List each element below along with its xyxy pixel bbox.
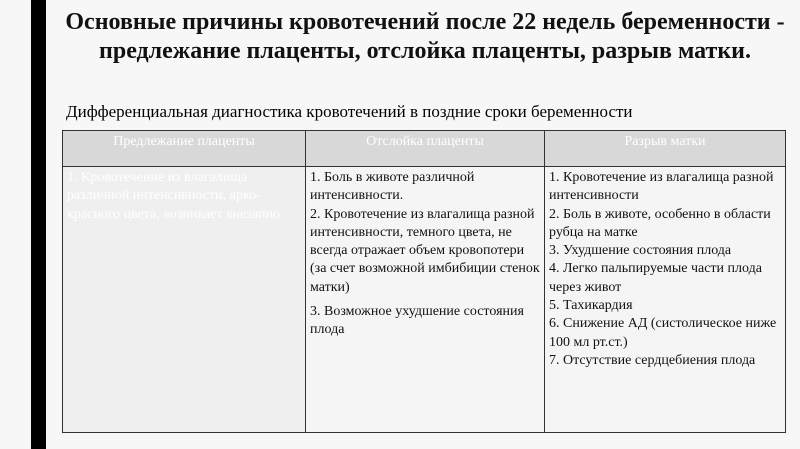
- table-header-row: [63, 131, 786, 167]
- slide-title: Основные причины кровотечений после 22 недель беременности - предлежание плаценты, отслойка плаценты, разрыв матки.: [65, 9, 785, 64]
- header-placenta-previa: Предлежание плаценты: [63, 131, 306, 167]
- cell-uterine-rupture: [545, 167, 786, 433]
- cell-placental-abruption: [306, 167, 545, 433]
- header-uterine-rupture: Разрыв матки: [545, 131, 786, 167]
- header-placental-abruption: Отслойка плаценты: [306, 131, 545, 167]
- list-item: 7. Отсутствие сердцебиения плода: [549, 352, 756, 368]
- cell-placenta-previa: [63, 167, 306, 433]
- list-item: 3. Возможное ухудшение состояния плода: [310, 304, 524, 338]
- table-row: [63, 167, 786, 433]
- list-item: 4. Легко пальпируемые части плода через живот: [549, 261, 762, 295]
- left-black-bar: [31, 0, 46, 449]
- table-caption: Дифференциальная диагностика кровотечений в поздние сроки беременности: [66, 102, 633, 121]
- list-item: 2. Кровотечение из влагалища разной интенсивности, темного цвета, не всегда отражает объем кровопотери (за счет возможной имбибиции стенок матки): [310, 206, 540, 295]
- diagnosis-table: [62, 130, 786, 433]
- list-item: 5. Тахикардия: [549, 298, 633, 314]
- list-item: 1. Боль в животе различной интенсивности.: [310, 170, 475, 204]
- list-item: 1. Кровотечение из влагалища различной интенсивности, ярко-красного цвета, возникает внезапно: [67, 170, 281, 222]
- list-item: 2. Боль в животе, особенно в области рубца на матке: [549, 206, 771, 240]
- list-item: 6. Снижение АД (систолическое ниже 100 мл рт.ст.): [549, 316, 777, 350]
- list-item: 3. Ухудшение состояния плода: [549, 243, 732, 259]
- list-item: 1. Кровотечение из влагалища разной интенсивности: [549, 170, 774, 204]
